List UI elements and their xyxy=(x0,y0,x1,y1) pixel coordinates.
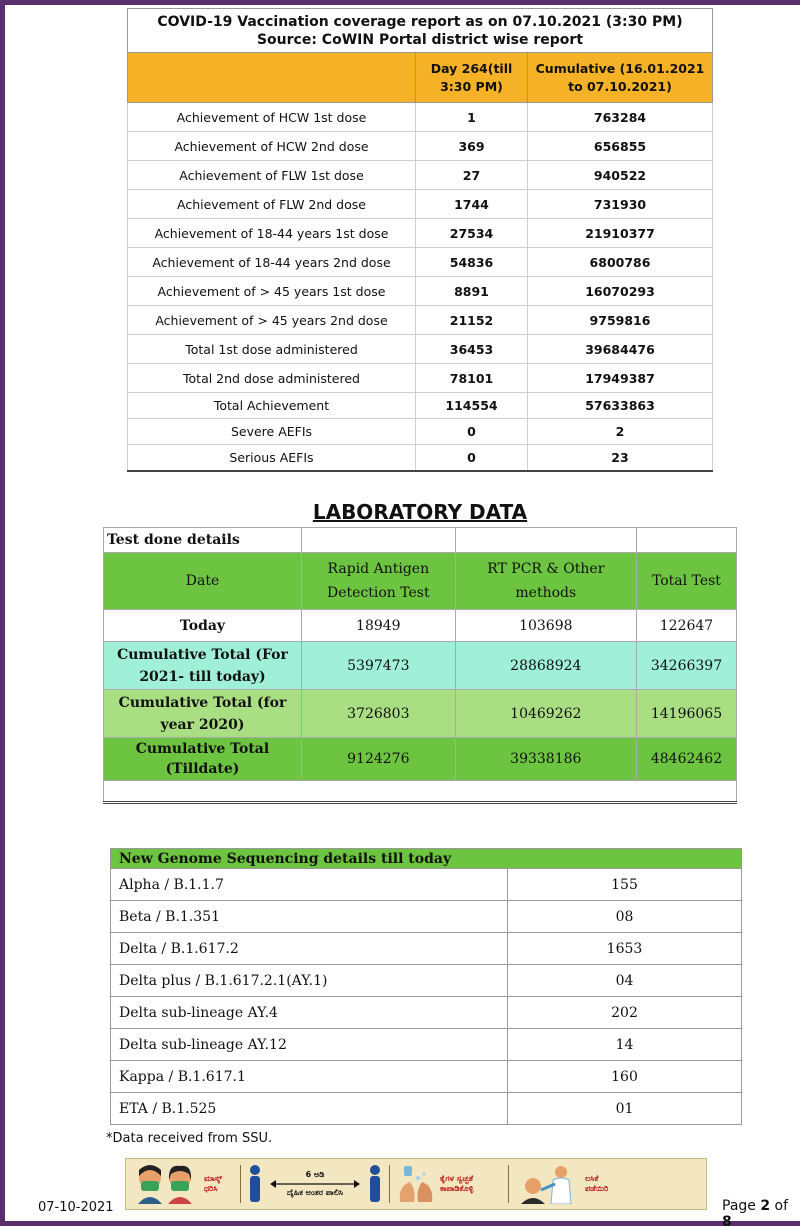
row-day-value: 1 xyxy=(416,103,528,132)
table-row xyxy=(111,933,742,965)
table-row xyxy=(111,901,742,933)
row-cumulative-value: 23 xyxy=(528,445,713,471)
vaccination-header-cum-text: Cumulative (16.01.2021 to 07.10.2021) xyxy=(535,60,705,94)
lab-header-row xyxy=(104,553,737,610)
table-row xyxy=(128,335,713,364)
laboratory-table xyxy=(103,527,737,804)
lab-row-rtpcr: 39338186 xyxy=(455,738,636,781)
row-cumulative-value: 731930 xyxy=(528,190,713,219)
row-label: Total 1st dose administered xyxy=(128,335,416,364)
row-day-value: 114554 xyxy=(416,393,528,419)
lab-caption-row xyxy=(104,528,737,553)
row-day-value: 36453 xyxy=(416,335,528,364)
variant-count: 160 xyxy=(508,1061,742,1093)
lab-row-label: Cumulative Total (For 2021- till today) xyxy=(104,642,302,690)
row-day-value: 0 xyxy=(416,419,528,445)
banner-divider xyxy=(240,1165,241,1203)
variant-name: Alpha / B.1.1.7 xyxy=(111,869,508,901)
row-label: Achievement of HCW 1st dose xyxy=(128,103,416,132)
row-label: Achievement of > 45 years 2nd dose xyxy=(128,306,416,335)
table-row xyxy=(111,869,742,901)
table-row xyxy=(128,103,713,132)
row-day-value: 21152 xyxy=(416,306,528,335)
variant-name: Delta sub-lineage AY.4 xyxy=(111,997,508,1029)
row-cumulative-value: 2 xyxy=(528,419,713,445)
row-label: Achievement of FLW 1st dose xyxy=(128,161,416,190)
row-cumulative-value: 9759816 xyxy=(528,306,713,335)
person-icon xyxy=(247,1164,263,1204)
variant-name: Delta sub-lineage AY.12 xyxy=(111,1029,508,1061)
page-current: 2 xyxy=(760,1198,771,1214)
lab-row-label: Cumulative Total (Tilldate) xyxy=(104,738,302,781)
row-cumulative-value: 940522 xyxy=(528,161,713,190)
variant-name: Delta plus / B.1.617.2.1(AY.1) xyxy=(111,965,508,997)
table-row xyxy=(111,1061,742,1093)
variant-count: 04 xyxy=(508,965,742,997)
table-row xyxy=(128,445,713,471)
vaccination-title-line1: COVID-19 Vaccination coverage report as on 07.10.2021 (3:30 PM) xyxy=(157,13,683,30)
vaccination-header-cumulative xyxy=(528,53,713,103)
lab-row-rapid-antigen: 3726803 xyxy=(302,690,456,738)
laboratory-data-heading: LABORATORY DATA xyxy=(312,500,528,524)
lab-caption-blank xyxy=(302,528,456,553)
row-day-value: 8891 xyxy=(416,277,528,306)
vaccination-header-blank xyxy=(128,53,416,103)
table-row xyxy=(128,419,713,445)
lab-header-rapid-antigen-text: Rapid Antigen Detection Test xyxy=(327,561,430,601)
table-row xyxy=(111,965,742,997)
banner-distance-section xyxy=(247,1159,383,1209)
banner-distance-text: ದೈಹಿಕ ಅಂತರ ಪಾಲಿಸಿ xyxy=(286,1188,344,1197)
table-row xyxy=(128,132,713,161)
banner-divider xyxy=(389,1165,390,1203)
table-row xyxy=(128,393,713,419)
lab-header-date: Date xyxy=(104,553,302,610)
variant-count: 1653 xyxy=(508,933,742,965)
lab-row-total: 34266397 xyxy=(636,642,736,690)
lab-row-label: Cumulative Total (for year 2020) xyxy=(104,690,302,738)
variant-name: ETA / B.1.525 xyxy=(111,1093,508,1125)
row-label: Serious AEFIs xyxy=(128,445,416,471)
lab-header-rapid-antigen xyxy=(302,553,456,610)
table-row xyxy=(111,997,742,1029)
vaccination-title-line2: Source: CoWIN Portal district wise report xyxy=(256,31,584,48)
variant-name: Beta / B.1.351 xyxy=(111,901,508,933)
lab-row-rapid-antigen: 18949 xyxy=(302,610,456,642)
covid-behaviour-banner xyxy=(125,1158,707,1210)
lab-header-rtpcr-text: RT PCR & Other methods xyxy=(487,561,605,601)
vaccination-table xyxy=(127,8,713,472)
banner-hands-section xyxy=(396,1159,502,1209)
row-label: Achievement of 18-44 years 2nd dose xyxy=(128,248,416,277)
lab-row-rapid-antigen: 9124276 xyxy=(302,738,456,781)
person-icon xyxy=(367,1164,383,1204)
table-row xyxy=(128,364,713,393)
variant-name: Delta / B.1.617.2 xyxy=(111,933,508,965)
row-label: Achievement of FLW 2nd dose xyxy=(128,190,416,219)
row-day-value: 1744 xyxy=(416,190,528,219)
row-day-value: 54836 xyxy=(416,248,528,277)
row-label: Achievement of > 45 years 1st dose xyxy=(128,277,416,306)
banner-mask-text: ಮಾಸ್ಕ್ ಧರಿಸಿ xyxy=(204,1174,223,1193)
lab-footer-row xyxy=(104,781,737,803)
variant-count: 01 xyxy=(508,1093,742,1125)
page-number xyxy=(722,1198,800,1226)
row-day-value: 27534 xyxy=(416,219,528,248)
row-day-value: 0 xyxy=(416,445,528,471)
lab-row-rtpcr: 10469262 xyxy=(455,690,636,738)
lab-row-total: 122647 xyxy=(636,610,736,642)
row-cumulative-value: 6800786 xyxy=(528,248,713,277)
row-day-value: 78101 xyxy=(416,364,528,393)
row-cumulative-value: 17949387 xyxy=(528,364,713,393)
double-arrow-icon xyxy=(270,1180,360,1188)
table-row xyxy=(128,219,713,248)
row-cumulative-value: 21910377 xyxy=(528,219,713,248)
table-row xyxy=(128,190,713,219)
masked-faces-icon xyxy=(134,1164,200,1204)
variant-count: 08 xyxy=(508,901,742,933)
row-day-value: 27 xyxy=(416,161,528,190)
banner-vaccine-section xyxy=(515,1159,619,1209)
variant-count: 202 xyxy=(508,997,742,1029)
row-cumulative-value: 656855 xyxy=(528,132,713,161)
row-label: Achievement of HCW 2nd dose xyxy=(128,132,416,161)
row-label: Severe AEFIs xyxy=(128,419,416,445)
banner-vaccine-text: ಲಸಿಕೆ ಪಡೆಯಿರಿ xyxy=(585,1174,609,1193)
vaccination-header-row xyxy=(128,53,713,103)
lab-row-label: Today xyxy=(104,610,302,642)
lab-caption-blank xyxy=(455,528,636,553)
table-row xyxy=(111,1029,742,1061)
table-row xyxy=(128,248,713,277)
lab-row-rapid-antigen: 5397473 xyxy=(302,642,456,690)
variant-name: Kappa / B.1.617.1 xyxy=(111,1061,508,1093)
row-label: Total 2nd dose administered xyxy=(128,364,416,393)
banner-hands-text: ಕೈಗಳ ಸ್ವಚ್ಛತೆ ಕಾಪಾಡಿಕೊಳ್ಳಿ xyxy=(440,1174,474,1193)
table-row xyxy=(128,306,713,335)
lab-row-total: 48462462 xyxy=(636,738,736,781)
vaccination-header-day-text: Day 264(till 3:30 PM) xyxy=(430,60,513,94)
genome-table xyxy=(110,848,742,1125)
lab-row-rtpcr: 28868924 xyxy=(455,642,636,690)
row-label: Achievement of 18-44 years 1st dose xyxy=(128,219,416,248)
banner-divider xyxy=(508,1165,509,1203)
genome-header-row xyxy=(111,849,742,869)
genome-heading: New Genome Sequencing details till today xyxy=(111,849,742,869)
row-cumulative-value: 57633863 xyxy=(528,393,713,419)
banner-distance-value: 6 ಅಡಿ xyxy=(305,1170,325,1179)
table-row xyxy=(104,642,737,690)
lab-header-rtpcr xyxy=(455,553,636,610)
lab-row-total: 14196065 xyxy=(636,690,736,738)
row-cumulative-value: 39684476 xyxy=(528,335,713,364)
table-row xyxy=(128,277,713,306)
lab-caption-blank xyxy=(636,528,736,553)
report-date: 07-10-2021 xyxy=(38,1200,114,1215)
row-cumulative-value: 16070293 xyxy=(528,277,713,306)
lab-caption: Test done details xyxy=(104,528,302,553)
lab-header-total: Total Test xyxy=(636,553,736,610)
lab-footer-blank xyxy=(104,781,737,803)
vaccination-title xyxy=(128,9,713,53)
table-row xyxy=(111,1093,742,1125)
banner-distance-info xyxy=(267,1170,363,1198)
variant-count: 155 xyxy=(508,869,742,901)
row-day-value: 369 xyxy=(416,132,528,161)
row-label: Total Achievement xyxy=(128,393,416,419)
vaccination-icon xyxy=(515,1164,581,1204)
table-row xyxy=(104,738,737,781)
lab-row-rtpcr: 103698 xyxy=(455,610,636,642)
vaccination-header-day xyxy=(416,53,528,103)
hand-wash-icon xyxy=(396,1164,436,1204)
page-prefix: Page xyxy=(722,1198,761,1214)
table-row xyxy=(104,690,737,738)
variant-count: 14 xyxy=(508,1029,742,1061)
row-cumulative-value: 763284 xyxy=(528,103,713,132)
data-source-note: *Data received from SSU. xyxy=(106,1131,273,1146)
table-row xyxy=(128,161,713,190)
table-row xyxy=(104,610,737,642)
banner-mask-section xyxy=(134,1159,234,1209)
page-mid: of xyxy=(770,1198,789,1214)
page-total: 8 xyxy=(722,1214,732,1226)
